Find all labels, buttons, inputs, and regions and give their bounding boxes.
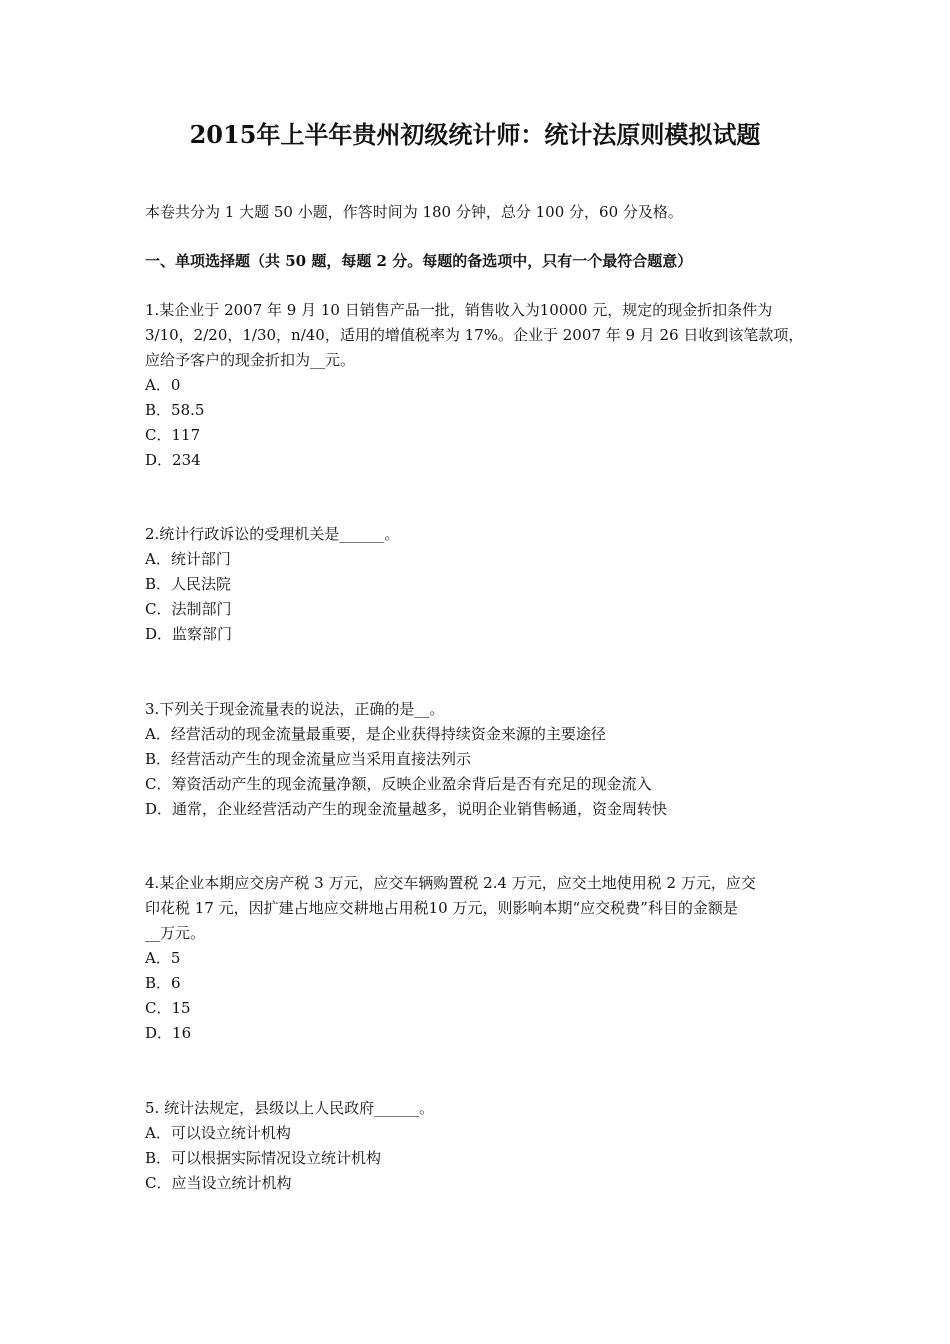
option-c [145, 597, 825, 622]
option-b [145, 572, 825, 597]
option-letter: C． [145, 426, 172, 444]
option-letter: C． [145, 775, 172, 793]
option-letter: B． [145, 750, 172, 768]
question-stem [145, 871, 825, 946]
option-letter: B． [145, 974, 172, 992]
option-letter: C． [145, 999, 172, 1017]
option-text: 234 [172, 451, 201, 469]
option-text: 可以根据实际情况设立统计机构 [171, 1149, 382, 1167]
option-text: 监察部门 [172, 625, 233, 643]
question-2 [145, 522, 825, 647]
option-b [145, 971, 825, 996]
option-letter: A． [145, 1124, 171, 1142]
question-stem [145, 697, 825, 722]
question-1 [145, 298, 825, 473]
option-a [145, 722, 825, 747]
option-text: 58.5 [171, 401, 205, 419]
option-d [145, 797, 825, 822]
option-list [145, 722, 825, 822]
option-letter: A． [145, 725, 171, 743]
option-text: 经营活动的现金流量最重要，是企业获得持续资金来源的主要途径 [170, 725, 606, 743]
option-text: 通常，企业经营活动产生的现金流量越多，说明企业销售畅通，资金周转快 [172, 800, 668, 818]
option-text: 16 [172, 1024, 192, 1042]
option-letter: D． [145, 800, 173, 818]
option-text: 5 [170, 949, 181, 967]
option-letter: D． [145, 1024, 173, 1042]
question-stem-line: 4.某企业本期应交房产税 3 万元，应交车辆购置税 2.4 万元，应交土地使用税 2 万元，应交 [145, 874, 756, 892]
option-a [145, 547, 825, 572]
option-a [145, 373, 825, 398]
question-stem-line: 3.下列关于现金流量表的说法，正确的是__。 [145, 700, 445, 718]
option-list [145, 373, 825, 473]
option-list [145, 946, 825, 1046]
question-3 [145, 697, 825, 822]
option-a [145, 1121, 825, 1146]
option-c [145, 1171, 825, 1196]
option-letter: D． [145, 625, 173, 643]
option-text: 统计部门 [170, 550, 231, 568]
option-c [145, 772, 825, 797]
question-stem [145, 1096, 825, 1121]
option-b [145, 747, 825, 772]
option-text: 筹资活动产生的现金流量净额，反映企业盈余背后是否有充足的现金流入 [171, 775, 652, 793]
option-letter: C． [145, 1174, 172, 1192]
option-letter: C． [145, 600, 172, 618]
option-letter: A． [145, 550, 171, 568]
option-list [145, 547, 825, 647]
option-d [145, 1021, 825, 1046]
question-stem-line: 5. 统计法规定，县级以上人民政府______。 [145, 1099, 435, 1117]
option-c [145, 996, 825, 1021]
question-stem-line: 2.统计行政诉讼的受理机关是______。 [145, 525, 400, 543]
option-text: 0 [170, 376, 181, 394]
option-text: 人民法院 [171, 575, 232, 593]
option-text: 可以设立统计机构 [170, 1124, 291, 1142]
option-letter: A． [145, 376, 171, 394]
option-d [145, 622, 825, 647]
option-text: 117 [171, 426, 201, 444]
section-heading: 一、单项选择题（共 50 题，每题 2 分。每题的备选项中，只有一个最符合题意） [145, 252, 693, 270]
question-4 [145, 871, 825, 1046]
option-text: 经营活动产生的现金流量应当采用直接法列示 [171, 750, 472, 768]
option-letter: B． [145, 575, 172, 593]
option-letter: A． [145, 949, 171, 967]
option-text: 15 [171, 999, 191, 1017]
option-text: 6 [171, 974, 181, 992]
option-text: 法制部门 [171, 600, 232, 618]
question-stem [145, 522, 825, 547]
question-stem-line: __万元。 [145, 924, 206, 942]
option-text: 应当设立统计机构 [171, 1174, 292, 1192]
question-stem-line: 1.某企业于 2007 年 9 月 10 日销售产品一批，销售收入为10000 元，规定的现金折扣条件为 [145, 301, 773, 319]
option-letter: D． [145, 451, 173, 469]
option-c [145, 423, 825, 448]
exam-instructions: 本卷共分为 1 大题 50 小题，作答时间为 180 分钟，总分 100 分，60 分及格。 [145, 203, 683, 221]
option-letter: B． [145, 1149, 172, 1167]
document-title: 2015年上半年贵州初级统计师：统计法原则模拟试题 [189, 120, 761, 149]
option-d [145, 448, 825, 473]
option-b [145, 398, 825, 423]
option-letter: B． [145, 401, 172, 419]
option-a [145, 946, 825, 971]
question-stem [145, 298, 825, 373]
question-stem-line: 印花税 17 元，因扩建占地应交耕地占用税10 万元，则影响本期“应交税费”科目的金额是 [145, 899, 738, 917]
question-5 [145, 1096, 825, 1196]
option-list [145, 1121, 825, 1196]
question-stem-line: 3/10，2/20，1/30，n/40，适用的增值税率为 17%。企业于 2007 年 9 月 26 日收到该笔款项， [145, 326, 804, 344]
question-stem-line: 应给予客户的现金折扣为__元。 [145, 351, 356, 369]
option-b [145, 1146, 825, 1171]
